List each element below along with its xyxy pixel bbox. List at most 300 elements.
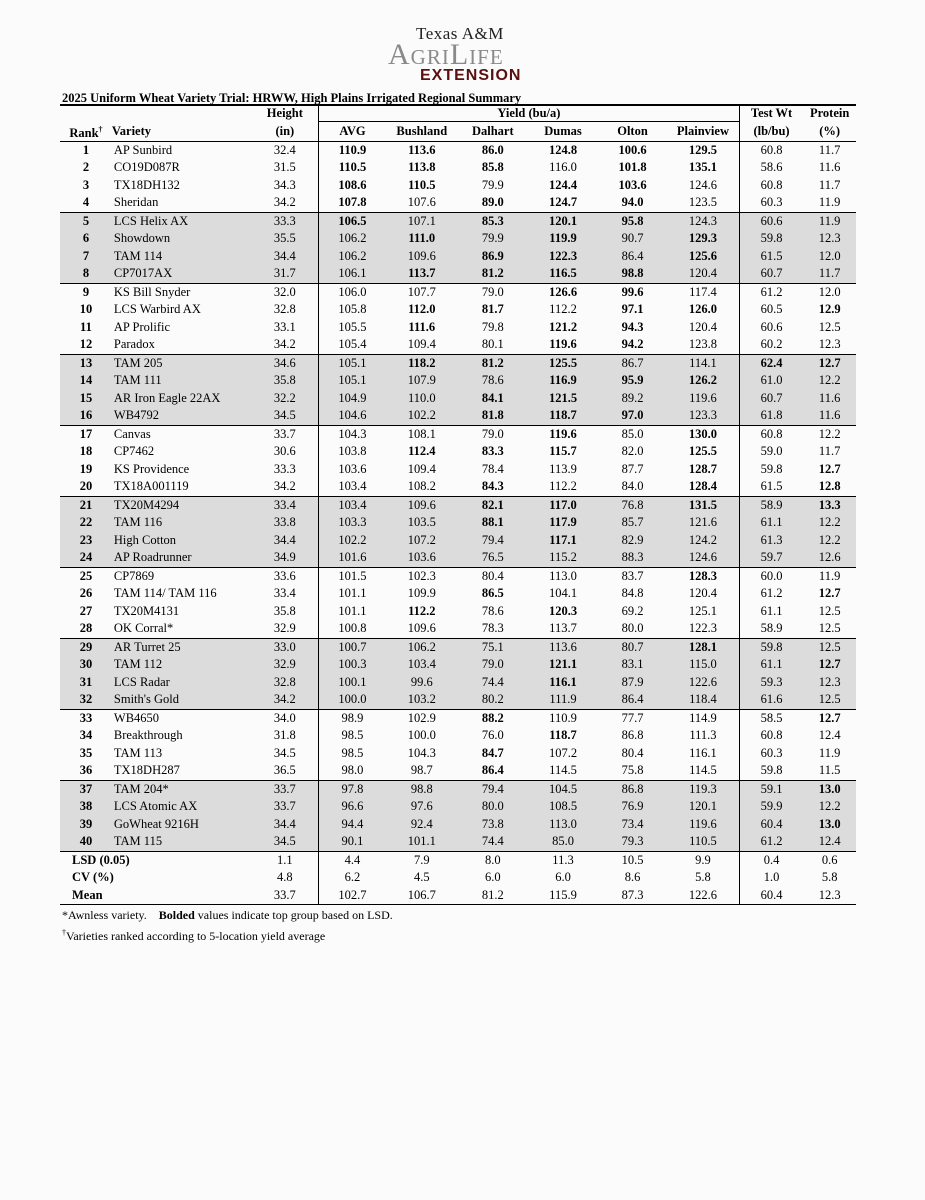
cell-variety: WB4650 — [113, 710, 160, 725]
cell-avg: 106.5 — [318, 212, 386, 230]
cell-dalhart: 86.9 — [458, 248, 528, 266]
cell-protein: 11.9 — [803, 212, 856, 230]
cell-height: 31.7 — [252, 265, 319, 283]
cell-rank: 14 — [60, 372, 112, 390]
cell-rank: 37 — [60, 780, 112, 798]
cell-dalhart: 78.6 — [458, 372, 528, 390]
cell-avg: 105.5 — [318, 319, 386, 337]
cell-height: 35.8 — [252, 372, 319, 390]
table-row — [60, 177, 856, 195]
footnote-awnless: *Awnless variety. Bolded values indicate top group based on LSD. — [62, 908, 393, 922]
cell-protein: 12.5 — [818, 319, 841, 334]
cell-variety: AP Roadrunner — [112, 549, 252, 567]
cell-protein: 11.6 — [803, 407, 856, 425]
cell-bushland: 99.6 — [386, 674, 458, 692]
footnote-ranking: †Varieties ranked according to 5-location yield average — [62, 928, 326, 943]
cell-olton: 86.4 — [598, 691, 667, 709]
cell-protein: 12.5 — [803, 691, 856, 709]
cell-bushland: 103.6 — [386, 549, 458, 567]
cell-dalhart: 81.8 — [458, 407, 528, 425]
cell-avg: 98.5 — [318, 727, 386, 745]
cell-dalhart: 86.5 — [481, 586, 504, 601]
table-row — [60, 532, 856, 550]
cell-olton: 86.7 — [598, 354, 667, 372]
table-row — [60, 567, 856, 585]
cell-bushland: 112.0 — [408, 302, 436, 317]
cell-protein: 12.5 — [803, 638, 856, 656]
cell-avg: 103.3 — [318, 514, 386, 532]
cell-avg: 100.7 — [318, 638, 386, 656]
stat-testwt: 0.4 — [739, 851, 803, 869]
cell-dalhart: 76.0 — [481, 728, 504, 743]
agrilife-logo — [388, 24, 548, 86]
cell-dalhart: 78.3 — [458, 620, 528, 638]
cell-protein: 12.6 — [803, 549, 856, 567]
cell-plainview: 120.1 — [667, 798, 739, 816]
cell-testwt: 60.3 — [739, 194, 803, 212]
cell-height: 34.4 — [252, 816, 319, 834]
cell-protein: 13.0 — [803, 780, 856, 798]
cell-dumas: 104.1 — [548, 586, 578, 601]
cell-rank: 26 — [79, 586, 93, 601]
header-testwt-unit: (lb/bu) — [739, 122, 803, 142]
table-row — [60, 496, 856, 514]
cell-avg: 101.1 — [318, 585, 386, 603]
cell-rank: 35 — [79, 745, 93, 760]
cell-olton: 98.8 — [598, 265, 667, 283]
table-row — [60, 585, 856, 603]
cell-dalhart: 80.1 — [458, 336, 528, 354]
cell-dalhart: 79.8 — [481, 319, 504, 334]
cell-bushland: 113.7 — [386, 265, 458, 283]
cell-olton: 83.7 — [621, 568, 644, 583]
cell-protein: 12.7 — [803, 354, 856, 372]
cell-variety: TX20M4294 — [112, 496, 252, 514]
table-row — [60, 478, 856, 496]
cell-rank: 29 — [60, 638, 112, 656]
cell-protein: 12.7 — [818, 461, 841, 476]
cell-variety: TX18DH132 — [113, 177, 180, 192]
table-row — [60, 301, 856, 319]
cell-olton: 95.8 — [598, 212, 667, 230]
cell-testwt: 60.6 — [739, 212, 803, 230]
cell-olton: 99.6 — [621, 284, 644, 299]
stat-protein: 5.8 — [821, 870, 838, 885]
cell-plainview: 116.1 — [689, 745, 717, 760]
table-row — [60, 638, 856, 656]
cell-height: 33.4 — [273, 586, 296, 601]
cell-testwt: 61.1 — [739, 603, 803, 621]
cell-variety: TAM 115 — [112, 833, 252, 851]
cell-plainview: 126.2 — [667, 372, 739, 390]
cell-plainview: 111.3 — [689, 728, 717, 743]
cell-olton: 90.7 — [598, 230, 667, 248]
logo-line-agrilife: AgriLife — [388, 38, 504, 71]
stat-dumas: 6.0 — [555, 870, 571, 885]
cell-dumas: 120.3 — [548, 603, 578, 618]
cell-plainview: 128.1 — [667, 638, 739, 656]
cell-avg: 108.6 — [318, 177, 386, 195]
cell-testwt: 60.7 — [739, 265, 803, 283]
cell-variety: AR Turret 25 — [112, 638, 252, 656]
cell-dumas: 121.1 — [528, 656, 598, 674]
cell-plainview: 119.6 — [667, 816, 739, 834]
cell-bushland: 98.7 — [386, 762, 458, 780]
cell-rank: 39 — [60, 816, 112, 834]
stat-dumas: 115.9 — [528, 887, 598, 905]
cell-dumas: 120.1 — [528, 212, 598, 230]
cell-rank: 13 — [60, 354, 112, 372]
table-row — [60, 230, 856, 248]
cell-rank: 36 — [60, 762, 112, 780]
table-row — [60, 194, 856, 212]
cell-bushland: 103.4 — [386, 656, 458, 674]
cell-dalhart: 84.1 — [458, 390, 528, 408]
cell-protein: 11.9 — [818, 745, 841, 760]
cell-dalhart: 73.8 — [458, 816, 528, 834]
cell-height: 33.8 — [252, 514, 319, 532]
header-olton: Olton — [598, 122, 667, 142]
cell-bushland: 107.9 — [386, 372, 458, 390]
cell-protein: 12.2 — [818, 426, 841, 441]
cell-rank: 11 — [80, 319, 92, 334]
cell-testwt: 60.0 — [739, 567, 803, 585]
cell-height: 34.3 — [273, 177, 296, 192]
cell-height: 33.7 — [252, 780, 319, 798]
cell-testwt: 61.3 — [739, 532, 803, 550]
cell-height: 33.7 — [252, 798, 319, 816]
cell-rank: 32 — [60, 691, 112, 709]
table-row — [60, 674, 856, 692]
cell-avg: 104.9 — [318, 390, 386, 408]
cell-olton: 95.9 — [598, 372, 667, 390]
cell-avg: 98.0 — [318, 762, 386, 780]
cell-avg: 106.1 — [318, 265, 386, 283]
cell-protein: 12.4 — [818, 728, 841, 743]
stat-label: Mean — [60, 887, 252, 905]
cell-dalhart: 79.0 — [481, 426, 504, 441]
cell-height: 34.6 — [252, 354, 319, 372]
cell-olton: 103.6 — [618, 177, 647, 192]
cell-plainview: 117.4 — [689, 284, 717, 299]
cell-testwt: 61.6 — [739, 691, 803, 709]
cell-avg: 105.1 — [318, 354, 386, 372]
cell-dalhart: 81.2 — [458, 354, 528, 372]
cell-plainview: 114.1 — [667, 354, 739, 372]
cell-dalhart: 85.3 — [458, 212, 528, 230]
cell-bushland: 103.2 — [386, 691, 458, 709]
cell-height: 33.1 — [273, 319, 296, 334]
cell-dumas: 116.0 — [549, 160, 577, 175]
cell-plainview: 119.6 — [667, 390, 739, 408]
cell-testwt: 60.7 — [739, 390, 803, 408]
stat-label: LSD (0.05) — [60, 851, 252, 869]
cell-bushland: 109.4 — [386, 336, 458, 354]
cell-plainview: 129.5 — [688, 142, 717, 157]
stat-height: 1.1 — [252, 851, 319, 869]
cell-testwt: 59.3 — [739, 674, 803, 692]
header-variety: Variety — [112, 122, 252, 142]
cell-rank: 5 — [60, 212, 112, 230]
cell-avg: 103.4 — [318, 478, 386, 496]
cell-protein: 12.7 — [818, 586, 841, 601]
cell-rank: 28 — [60, 620, 112, 638]
cell-testwt: 59.0 — [739, 443, 803, 461]
cell-height: 34.2 — [252, 691, 319, 709]
cell-dumas: 104.5 — [528, 780, 598, 798]
cell-protein: 12.2 — [803, 514, 856, 532]
cell-bushland: 109.4 — [407, 461, 436, 476]
table-row — [60, 159, 856, 177]
table-row — [60, 461, 856, 479]
cell-dumas: 113.0 — [549, 568, 577, 583]
cell-plainview: 123.3 — [667, 407, 739, 425]
cell-rank: 16 — [60, 407, 112, 425]
cell-avg: 100.0 — [318, 691, 386, 709]
cell-olton: 75.8 — [598, 762, 667, 780]
stat-olton: 10.5 — [598, 851, 667, 869]
cell-dalhart: 83.3 — [481, 444, 504, 459]
cell-testwt: 61.2 — [739, 585, 803, 603]
cell-dalhart: 81.2 — [458, 265, 528, 283]
header-bushland: Bushland — [386, 122, 458, 142]
cell-avg: 106.2 — [318, 230, 386, 248]
table-row — [60, 319, 856, 337]
cell-variety: OK Corral* — [112, 620, 252, 638]
cell-variety: CP7869 — [113, 568, 155, 583]
cell-dumas: 126.6 — [548, 284, 578, 299]
cell-olton: 97.1 — [621, 302, 644, 317]
cell-dalhart: 76.5 — [458, 549, 528, 567]
cell-dalhart: 80.2 — [458, 691, 528, 709]
cell-rank: 17 — [79, 426, 93, 441]
footnotes — [62, 906, 393, 945]
cell-olton: 79.3 — [598, 833, 667, 851]
cell-dalhart: 79.4 — [458, 780, 528, 798]
cell-protein: 12.3 — [803, 230, 856, 248]
table-row — [60, 833, 856, 851]
cell-avg: 107.8 — [318, 194, 386, 212]
cell-rank: 34 — [79, 728, 93, 743]
cell-avg: 100.1 — [318, 674, 386, 692]
stat-dalhart: 81.2 — [458, 887, 528, 905]
header-dumas: Dumas — [528, 122, 598, 142]
cell-protein: 12.5 — [818, 603, 841, 618]
table-row — [60, 407, 856, 425]
table-row — [60, 709, 856, 727]
logo-line-extension: EXTENSION — [420, 67, 522, 84]
cell-dumas: 117.1 — [528, 532, 598, 550]
cell-rank: 18 — [79, 444, 93, 459]
cell-dumas: 113.9 — [549, 461, 577, 476]
cell-dalhart: 75.1 — [458, 638, 528, 656]
cell-avg: 106.0 — [318, 283, 386, 301]
cell-rank: 9 — [82, 284, 90, 299]
table-row — [60, 141, 856, 159]
cell-dumas: 108.5 — [528, 798, 598, 816]
cell-rank: 6 — [60, 230, 112, 248]
cell-height: 32.8 — [273, 302, 296, 317]
cell-testwt: 59.8 — [739, 230, 803, 248]
table-row — [60, 336, 856, 354]
cell-bushland: 113.8 — [408, 160, 436, 175]
cell-plainview: 125.6 — [667, 248, 739, 266]
cell-testwt: 59.8 — [739, 461, 803, 479]
cell-bushland: 102.3 — [407, 568, 436, 583]
cell-height: 34.5 — [252, 833, 319, 851]
cell-rank: 4 — [60, 194, 112, 212]
cell-plainview: 121.6 — [667, 514, 739, 532]
cell-testwt: 60.5 — [739, 301, 803, 319]
cell-height: 32.9 — [252, 656, 319, 674]
cell-dumas: 118.7 — [528, 407, 598, 425]
cell-dalhart: 88.1 — [458, 514, 528, 532]
table-row — [60, 762, 856, 780]
cell-testwt: 58.6 — [739, 159, 803, 177]
cell-olton: 80.0 — [598, 620, 667, 638]
table-row — [60, 425, 856, 443]
cell-dumas: 119.6 — [528, 336, 598, 354]
cell-variety: Paradox — [112, 336, 252, 354]
cell-testwt: 59.9 — [739, 798, 803, 816]
cell-bushland: 110.5 — [408, 177, 436, 192]
cell-testwt: 60.8 — [739, 177, 803, 195]
cell-plainview: 130.0 — [688, 426, 717, 441]
cell-protein: 13.0 — [803, 816, 856, 834]
cell-variety: LCS Helix AX — [112, 212, 252, 230]
cell-height: 32.2 — [252, 390, 319, 408]
cell-plainview: 125.1 — [688, 603, 717, 618]
cell-dumas: 112.2 — [549, 302, 577, 317]
cell-protein: 12.3 — [803, 674, 856, 692]
cell-dalhart: 82.1 — [458, 496, 528, 514]
cell-dalhart: 79.0 — [458, 656, 528, 674]
cell-height: 31.5 — [273, 160, 296, 175]
cell-dalhart: 88.2 — [481, 710, 504, 725]
cell-bushland: 108.1 — [407, 426, 436, 441]
cell-avg: 101.6 — [318, 549, 386, 567]
cell-height: 35.5 — [252, 230, 319, 248]
cell-protein: 11.7 — [818, 444, 841, 459]
cell-height: 34.5 — [273, 745, 296, 760]
cell-rank: 31 — [60, 674, 112, 692]
table-row — [60, 816, 856, 834]
cell-bushland: 100.0 — [407, 728, 436, 743]
cell-plainview: 118.4 — [667, 691, 739, 709]
cell-avg: 110.5 — [318, 159, 386, 177]
cell-height: 35.8 — [273, 603, 296, 618]
cell-dumas: 115.7 — [549, 444, 577, 459]
cell-avg: 104.3 — [318, 425, 386, 443]
cell-plainview: 128.3 — [688, 568, 717, 583]
header-plainview: Plainview — [667, 122, 739, 142]
stat-protein: 12.3 — [803, 887, 856, 905]
variety-trial-table — [60, 104, 856, 905]
header-avg: AVG — [318, 122, 386, 142]
cell-avg: 96.6 — [318, 798, 386, 816]
cell-dalhart: 74.4 — [458, 674, 528, 692]
cell-height: 32.9 — [252, 620, 319, 638]
cell-bushland: 103.5 — [386, 514, 458, 532]
cell-variety: High Cotton — [112, 532, 252, 550]
stat-protein: 0.6 — [803, 851, 856, 869]
header-yield: Yield (bu/a) — [318, 105, 739, 122]
cell-olton: 84.0 — [598, 478, 667, 496]
cell-protein: 12.7 — [803, 656, 856, 674]
cell-plainview: 129.3 — [667, 230, 739, 248]
table-row — [60, 265, 856, 283]
cell-avg: 100.3 — [318, 656, 386, 674]
cell-plainview: 123.5 — [667, 194, 739, 212]
cell-height: 34.2 — [252, 478, 319, 496]
cell-variety: KS Providence — [113, 461, 190, 476]
cell-rank: 23 — [60, 532, 112, 550]
cell-testwt: 61.8 — [739, 407, 803, 425]
cell-protein: 13.3 — [803, 496, 856, 514]
cell-testwt: 61.0 — [739, 372, 803, 390]
cell-olton: 82.0 — [621, 444, 644, 459]
cell-testwt: 60.6 — [739, 319, 803, 337]
cell-rank: 25 — [79, 568, 93, 583]
cell-height: 34.9 — [252, 549, 319, 567]
cell-bushland: 92.4 — [386, 816, 458, 834]
stat-label: CV (%) — [72, 870, 114, 885]
cell-plainview: 126.0 — [688, 302, 717, 317]
cell-variety: AP Sunbird — [113, 142, 173, 157]
cell-dalhart: 86.4 — [458, 762, 528, 780]
cell-variety: CP7462 — [113, 444, 155, 459]
cell-plainview: 124.6 — [688, 177, 717, 192]
table-row — [60, 798, 856, 816]
cell-dumas: 117.0 — [528, 496, 598, 514]
table-body — [60, 141, 856, 905]
cell-variety: Smith's Gold — [112, 691, 252, 709]
cell-testwt: 60.3 — [739, 745, 803, 763]
cell-olton: 89.2 — [598, 390, 667, 408]
stat-height: 4.8 — [277, 870, 293, 885]
cell-bushland: 101.1 — [386, 833, 458, 851]
cell-avg: 106.2 — [318, 248, 386, 266]
page-title: 2025 Uniform Wheat Variety Trial: HRWW, High Plains Irrigated Regional Summary — [62, 91, 522, 105]
cell-variety: TAM 114/ TAM 116 — [113, 586, 217, 601]
cell-dumas: 124.7 — [528, 194, 598, 212]
cell-dalhart: 84.3 — [458, 478, 528, 496]
cell-variety: GoWheat 9216H — [112, 816, 252, 834]
cell-variety: Canvas — [113, 426, 151, 441]
header-height: Height — [252, 105, 319, 122]
stat-plainview: 122.6 — [667, 887, 739, 905]
cell-protein: 12.2 — [803, 798, 856, 816]
stat-olton: 87.3 — [598, 887, 667, 905]
cell-olton: 94.2 — [598, 336, 667, 354]
cell-height: 33.6 — [273, 568, 296, 583]
cell-protein: 11.6 — [803, 390, 856, 408]
cell-plainview: 123.8 — [667, 336, 739, 354]
cell-bushland: 109.9 — [407, 586, 436, 601]
cell-variety: TX18DH287 — [112, 762, 252, 780]
cell-height: 34.2 — [252, 194, 319, 212]
cell-olton: 86.4 — [598, 248, 667, 266]
cell-rank: 30 — [60, 656, 112, 674]
cell-plainview: 120.4 — [667, 265, 739, 283]
cell-protein: 12.3 — [803, 336, 856, 354]
table-row — [60, 727, 856, 745]
cell-protein: 12.0 — [803, 248, 856, 266]
cell-avg: 101.5 — [318, 567, 386, 585]
cell-dumas: 110.9 — [549, 710, 577, 725]
table-row — [60, 656, 856, 674]
cell-olton: 88.3 — [598, 549, 667, 567]
